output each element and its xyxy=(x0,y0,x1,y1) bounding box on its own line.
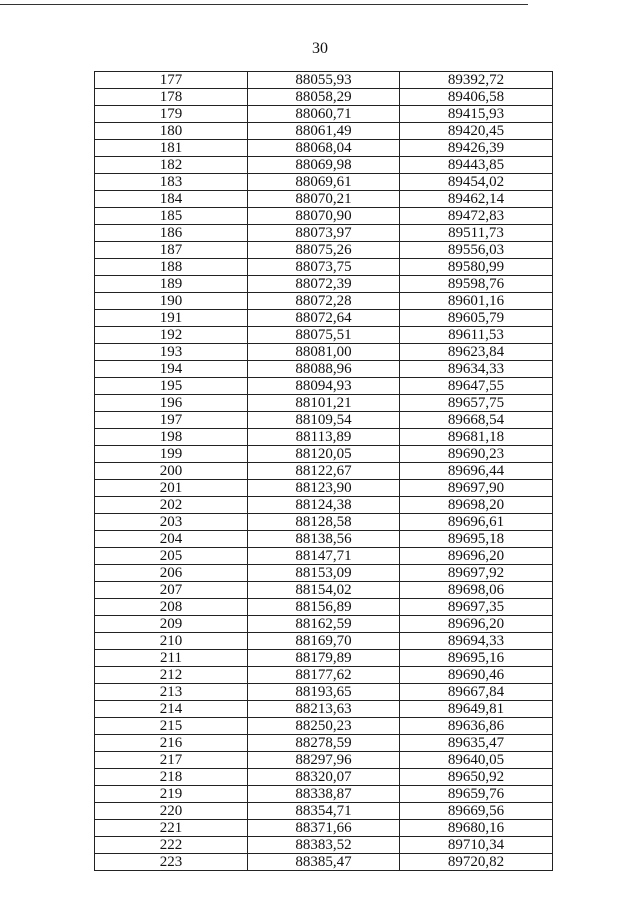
table-row xyxy=(95,293,553,310)
x-coordinate-cell: 88213,63 xyxy=(248,701,400,718)
point-number-cell: 208 xyxy=(95,599,248,616)
table-row xyxy=(95,854,553,871)
table-row xyxy=(95,378,553,395)
table-row xyxy=(95,616,553,633)
x-coordinate-cell: 88179,89 xyxy=(248,650,400,667)
x-coordinate-cell: 88061,49 xyxy=(248,123,400,140)
y-coordinate-cell: 89634,33 xyxy=(400,361,553,378)
point-number-cell: 194 xyxy=(95,361,248,378)
table-row xyxy=(95,157,553,174)
coordinates-table-body xyxy=(95,72,553,871)
x-coordinate-cell: 88123,90 xyxy=(248,480,400,497)
table-row xyxy=(95,735,553,752)
x-coordinate-cell: 88193,65 xyxy=(248,684,400,701)
table-row xyxy=(95,242,553,259)
table-row xyxy=(95,429,553,446)
point-number-cell: 213 xyxy=(95,684,248,701)
y-coordinate-cell: 89695,16 xyxy=(400,650,553,667)
top-rule xyxy=(0,4,528,5)
page-number: 30 xyxy=(312,40,328,57)
point-number-cell: 201 xyxy=(95,480,248,497)
table-row xyxy=(95,650,553,667)
point-number-cell: 223 xyxy=(95,854,248,871)
y-coordinate-cell: 89696,20 xyxy=(400,548,553,565)
y-coordinate-cell: 89698,06 xyxy=(400,582,553,599)
point-number-cell: 179 xyxy=(95,106,248,123)
table-row xyxy=(95,89,553,106)
y-coordinate-cell: 89680,16 xyxy=(400,820,553,837)
point-number-cell: 183 xyxy=(95,174,248,191)
y-coordinate-cell: 89690,23 xyxy=(400,446,553,463)
y-coordinate-cell: 89640,05 xyxy=(400,752,553,769)
x-coordinate-cell: 88147,71 xyxy=(248,548,400,565)
table-row xyxy=(95,225,553,242)
table-row xyxy=(95,531,553,548)
x-coordinate-cell: 88055,93 xyxy=(248,72,400,89)
y-coordinate-cell: 89611,53 xyxy=(400,327,553,344)
y-coordinate-cell: 89657,75 xyxy=(400,395,553,412)
point-number-cell: 189 xyxy=(95,276,248,293)
point-number-cell: 222 xyxy=(95,837,248,854)
x-coordinate-cell: 88068,04 xyxy=(248,140,400,157)
table-row xyxy=(95,667,553,684)
point-number-cell: 190 xyxy=(95,293,248,310)
table-row xyxy=(95,786,553,803)
y-coordinate-cell: 89636,86 xyxy=(400,718,553,735)
point-number-cell: 207 xyxy=(95,582,248,599)
point-number-cell: 212 xyxy=(95,667,248,684)
table-row xyxy=(95,395,553,412)
table-row xyxy=(95,276,553,293)
y-coordinate-cell: 89415,93 xyxy=(400,106,553,123)
y-coordinate-cell: 89443,85 xyxy=(400,157,553,174)
table-row xyxy=(95,599,553,616)
y-coordinate-cell: 89697,35 xyxy=(400,599,553,616)
x-coordinate-cell: 88072,39 xyxy=(248,276,400,293)
point-number-cell: 196 xyxy=(95,395,248,412)
table-row xyxy=(95,174,553,191)
point-number-cell: 221 xyxy=(95,820,248,837)
x-coordinate-cell: 88338,87 xyxy=(248,786,400,803)
point-number-cell: 178 xyxy=(95,89,248,106)
table-row xyxy=(95,582,553,599)
x-coordinate-cell: 88072,64 xyxy=(248,310,400,327)
point-number-cell: 193 xyxy=(95,344,248,361)
table-row xyxy=(95,344,553,361)
coordinates-table xyxy=(94,71,553,871)
table-row xyxy=(95,514,553,531)
point-number-cell: 210 xyxy=(95,633,248,650)
point-number-cell: 205 xyxy=(95,548,248,565)
y-coordinate-cell: 89694,33 xyxy=(400,633,553,650)
y-coordinate-cell: 89681,18 xyxy=(400,429,553,446)
table-row xyxy=(95,497,553,514)
point-number-cell: 219 xyxy=(95,786,248,803)
y-coordinate-cell: 89669,56 xyxy=(400,803,553,820)
table-row xyxy=(95,463,553,480)
y-coordinate-cell: 89635,47 xyxy=(400,735,553,752)
point-number-cell: 199 xyxy=(95,446,248,463)
x-coordinate-cell: 88278,59 xyxy=(248,735,400,752)
y-coordinate-cell: 89462,14 xyxy=(400,191,553,208)
x-coordinate-cell: 88088,96 xyxy=(248,361,400,378)
x-coordinate-cell: 88060,71 xyxy=(248,106,400,123)
point-number-cell: 195 xyxy=(95,378,248,395)
table-row xyxy=(95,480,553,497)
x-coordinate-cell: 88069,61 xyxy=(248,174,400,191)
point-number-cell: 188 xyxy=(95,259,248,276)
table-row xyxy=(95,412,553,429)
y-coordinate-cell: 89598,76 xyxy=(400,276,553,293)
x-coordinate-cell: 88371,66 xyxy=(248,820,400,837)
y-coordinate-cell: 89697,90 xyxy=(400,480,553,497)
x-coordinate-cell: 88113,89 xyxy=(248,429,400,446)
x-coordinate-cell: 88153,09 xyxy=(248,565,400,582)
y-coordinate-cell: 89720,82 xyxy=(400,854,553,871)
x-coordinate-cell: 88169,70 xyxy=(248,633,400,650)
x-coordinate-cell: 88101,21 xyxy=(248,395,400,412)
point-number-cell: 202 xyxy=(95,497,248,514)
y-coordinate-cell: 89696,61 xyxy=(400,514,553,531)
point-number-cell: 192 xyxy=(95,327,248,344)
point-number-cell: 185 xyxy=(95,208,248,225)
table-row xyxy=(95,446,553,463)
y-coordinate-cell: 89696,20 xyxy=(400,616,553,633)
table-row xyxy=(95,837,553,854)
y-coordinate-cell: 89406,58 xyxy=(400,89,553,106)
point-number-cell: 218 xyxy=(95,769,248,786)
y-coordinate-cell: 89511,73 xyxy=(400,225,553,242)
point-number-cell: 186 xyxy=(95,225,248,242)
point-number-cell: 220 xyxy=(95,803,248,820)
point-number-cell: 217 xyxy=(95,752,248,769)
x-coordinate-cell: 88094,93 xyxy=(248,378,400,395)
y-coordinate-cell: 89659,76 xyxy=(400,786,553,803)
point-number-cell: 191 xyxy=(95,310,248,327)
point-number-cell: 211 xyxy=(95,650,248,667)
x-coordinate-cell: 88138,56 xyxy=(248,531,400,548)
y-coordinate-cell: 89696,44 xyxy=(400,463,553,480)
point-number-cell: 187 xyxy=(95,242,248,259)
x-coordinate-cell: 88070,90 xyxy=(248,208,400,225)
x-coordinate-cell: 88297,96 xyxy=(248,752,400,769)
x-coordinate-cell: 88073,75 xyxy=(248,259,400,276)
table-row xyxy=(95,548,553,565)
point-number-cell: 180 xyxy=(95,123,248,140)
point-number-cell: 214 xyxy=(95,701,248,718)
y-coordinate-cell: 89697,92 xyxy=(400,565,553,582)
x-coordinate-cell: 88177,62 xyxy=(248,667,400,684)
y-coordinate-cell: 89601,16 xyxy=(400,293,553,310)
y-coordinate-cell: 89710,34 xyxy=(400,837,553,854)
y-coordinate-cell: 89623,84 xyxy=(400,344,553,361)
table-row xyxy=(95,72,553,89)
y-coordinate-cell: 89667,84 xyxy=(400,684,553,701)
x-coordinate-cell: 88069,98 xyxy=(248,157,400,174)
x-coordinate-cell: 88354,71 xyxy=(248,803,400,820)
table-row xyxy=(95,361,553,378)
table-row xyxy=(95,310,553,327)
point-number-cell: 182 xyxy=(95,157,248,174)
x-coordinate-cell: 88250,23 xyxy=(248,718,400,735)
y-coordinate-cell: 89649,81 xyxy=(400,701,553,718)
table-row xyxy=(95,565,553,582)
x-coordinate-cell: 88075,26 xyxy=(248,242,400,259)
x-coordinate-cell: 88124,38 xyxy=(248,497,400,514)
table-row xyxy=(95,106,553,123)
table-row xyxy=(95,327,553,344)
point-number-cell: 203 xyxy=(95,514,248,531)
table-row xyxy=(95,820,553,837)
x-coordinate-cell: 88058,29 xyxy=(248,89,400,106)
table-row xyxy=(95,701,553,718)
x-coordinate-cell: 88081,00 xyxy=(248,344,400,361)
y-coordinate-cell: 89650,92 xyxy=(400,769,553,786)
table-row xyxy=(95,752,553,769)
y-coordinate-cell: 89392,72 xyxy=(400,72,553,89)
x-coordinate-cell: 88156,89 xyxy=(248,599,400,616)
x-coordinate-cell: 88162,59 xyxy=(248,616,400,633)
y-coordinate-cell: 89454,02 xyxy=(400,174,553,191)
y-coordinate-cell: 89472,83 xyxy=(400,208,553,225)
x-coordinate-cell: 88073,97 xyxy=(248,225,400,242)
table-row xyxy=(95,259,553,276)
table-row xyxy=(95,633,553,650)
table-row xyxy=(95,803,553,820)
y-coordinate-cell: 89556,03 xyxy=(400,242,553,259)
point-number-cell: 215 xyxy=(95,718,248,735)
y-coordinate-cell: 89668,54 xyxy=(400,412,553,429)
y-coordinate-cell: 89690,46 xyxy=(400,667,553,684)
x-coordinate-cell: 88120,05 xyxy=(248,446,400,463)
x-coordinate-cell: 88154,02 xyxy=(248,582,400,599)
table-row xyxy=(95,208,553,225)
y-coordinate-cell: 89647,55 xyxy=(400,378,553,395)
table-row xyxy=(95,769,553,786)
x-coordinate-cell: 88128,58 xyxy=(248,514,400,531)
x-coordinate-cell: 88320,07 xyxy=(248,769,400,786)
y-coordinate-cell: 89420,45 xyxy=(400,123,553,140)
point-number-cell: 181 xyxy=(95,140,248,157)
y-coordinate-cell: 89580,99 xyxy=(400,259,553,276)
x-coordinate-cell: 88070,21 xyxy=(248,191,400,208)
table-row xyxy=(95,684,553,701)
point-number-cell: 198 xyxy=(95,429,248,446)
table-row xyxy=(95,123,553,140)
x-coordinate-cell: 88383,52 xyxy=(248,837,400,854)
point-number-cell: 216 xyxy=(95,735,248,752)
x-coordinate-cell: 88075,51 xyxy=(248,327,400,344)
x-coordinate-cell: 88385,47 xyxy=(248,854,400,871)
y-coordinate-cell: 89698,20 xyxy=(400,497,553,514)
table-row xyxy=(95,191,553,208)
point-number-cell: 200 xyxy=(95,463,248,480)
x-coordinate-cell: 88072,28 xyxy=(248,293,400,310)
point-number-cell: 184 xyxy=(95,191,248,208)
y-coordinate-cell: 89695,18 xyxy=(400,531,553,548)
x-coordinate-cell: 88109,54 xyxy=(248,412,400,429)
y-coordinate-cell: 89605,79 xyxy=(400,310,553,327)
x-coordinate-cell: 88122,67 xyxy=(248,463,400,480)
y-coordinate-cell: 89426,39 xyxy=(400,140,553,157)
point-number-cell: 177 xyxy=(95,72,248,89)
point-number-cell: 204 xyxy=(95,531,248,548)
point-number-cell: 197 xyxy=(95,412,248,429)
table-row xyxy=(95,718,553,735)
table-row xyxy=(95,140,553,157)
point-number-cell: 209 xyxy=(95,616,248,633)
point-number-cell: 206 xyxy=(95,565,248,582)
